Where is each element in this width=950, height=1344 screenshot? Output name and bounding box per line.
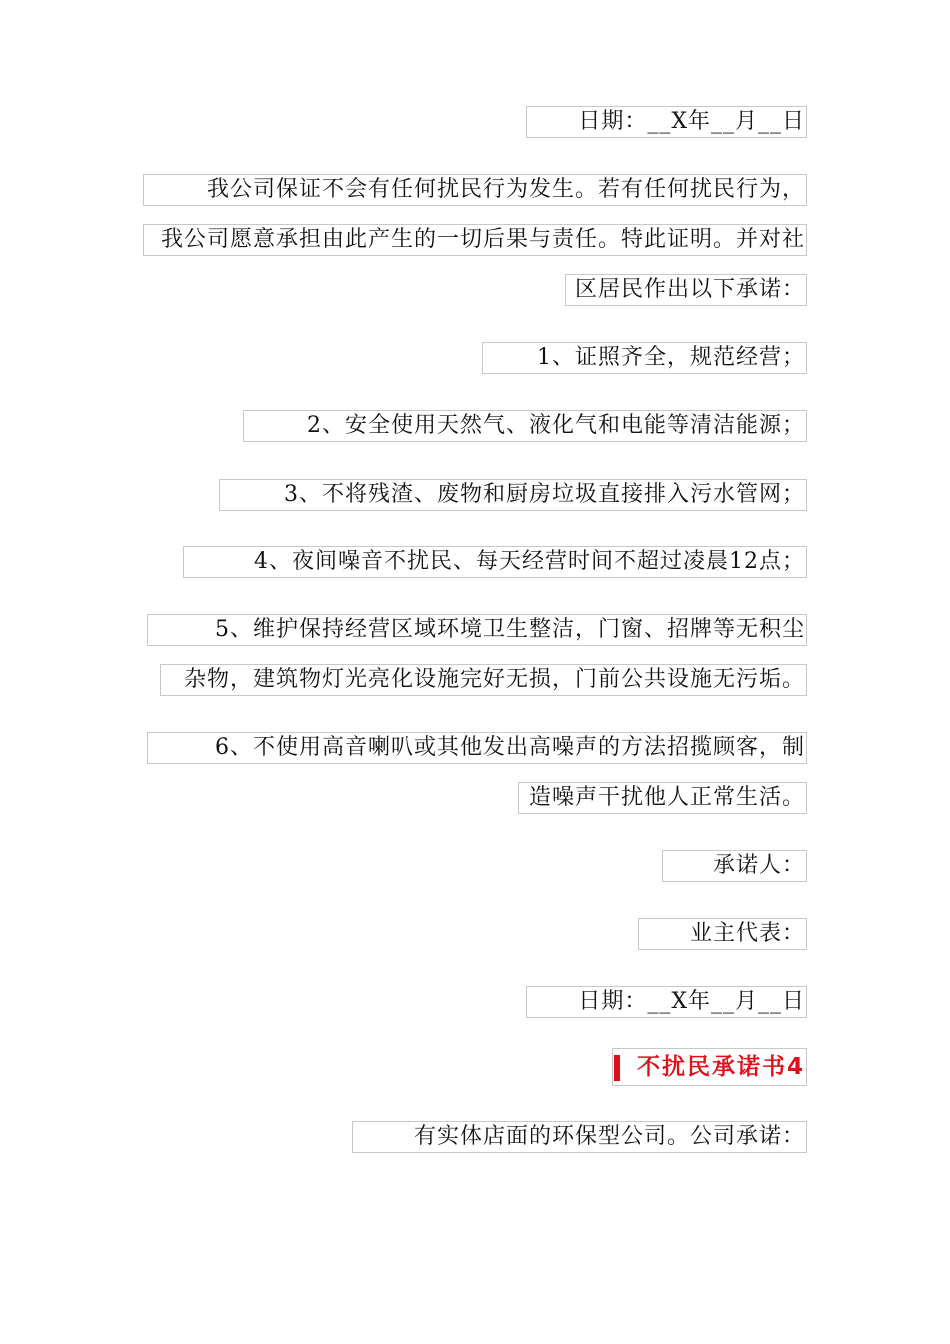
paragraph-line-2: 我公司愿意承担由此产生的一切后果与责任。特此证明。并对社 — [143, 224, 807, 256]
commitment-3: 3、不将残渣、废物和厨房垃圾直接排入污水管网； — [219, 479, 807, 511]
heading-marker-icon — [614, 1055, 620, 1081]
date-line-top: 日期：__X年__月__日 — [526, 106, 807, 138]
commitment-6-line-1: 6、不使用高音喇叭或其他发出高噪声的方法招揽顾客，制 — [147, 732, 807, 764]
owner-representative-label: 业主代表： — [638, 918, 807, 950]
date-line-bottom: 日期：__X年__月__日 — [526, 986, 807, 1018]
commitment-2: 2、安全使用天然气、液化气和电能等清洁能源； — [243, 410, 807, 442]
paragraph-line-3: 区居民作出以下承诺： — [565, 274, 807, 306]
section-heading-text: 不扰民承诺书4 — [636, 1054, 805, 1080]
commitment-5-line-2: 杂物，建筑物灯光亮化设施完好无损，门前公共设施无污垢。 — [160, 664, 807, 696]
signatory-label: 承诺人： — [662, 850, 807, 882]
commitment-5-line-1: 5、维护保持经营区域环境卫生整洁，门窗、招牌等无积尘 — [147, 614, 807, 646]
commitment-1: 1、证照齐全，规范经营； — [482, 342, 807, 374]
commitment-6-line-2: 造噪声干扰他人正常生活。 — [518, 782, 807, 814]
section-intro: 有实体店面的环保型公司。公司承诺： — [352, 1121, 807, 1153]
paragraph-line-1: 我公司保证不会有任何扰民行为发生。若有任何扰民行为， — [143, 174, 807, 206]
commitment-4: 4、夜间噪音不扰民、每天经营时间不超过凌晨12点； — [183, 546, 807, 578]
section-heading — [612, 1048, 807, 1086]
